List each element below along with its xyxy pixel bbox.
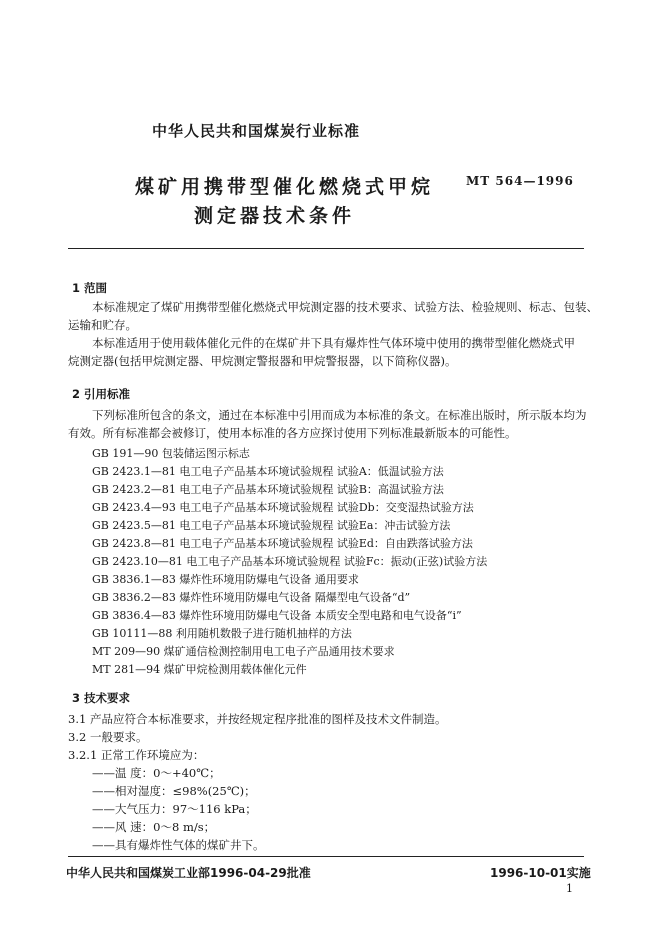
- header-divider: [68, 248, 584, 249]
- reference-item: GB 2423.2—81 电工电子产品基本环境试验规程 试验B：高温试验方法: [92, 483, 444, 496]
- reference-item: GB 3836.2—83 爆炸性环境用防爆电气设备 隔爆型电气设备“d”: [92, 591, 411, 604]
- env-condition: ——温 度：0～+40℃；: [92, 766, 221, 780]
- issuing-authority: 中华人民共和国煤炭行业标准: [152, 122, 361, 140]
- document-title-line2: 测定器技术条件: [194, 205, 356, 227]
- footer-divider: [68, 856, 584, 857]
- reference-item: MT 209—90 煤矿通信检测控制用电工电子产品通用技术要求: [92, 645, 395, 658]
- reference-item: GB 2423.10—81 电工电子产品基本环境试验规程 试验Fc：振动(正弦)试验方法: [92, 555, 488, 568]
- reference-item: GB 3836.1—83 爆炸性环境用防爆电气设备 通用要求: [92, 573, 359, 586]
- env-condition: ——具有爆炸性气体的煤矿井下。: [92, 838, 265, 852]
- reference-item: GB 2423.8—81 电工电子产品基本环境试验规程 试验Ed：自由跌落试验方法: [92, 537, 473, 550]
- section-3-heading: 3 技术要求: [72, 691, 131, 705]
- env-condition: ——风 速：0～8 m/s；: [92, 820, 216, 834]
- section-1-para1-line2: 运输和贮存。: [68, 318, 137, 332]
- reference-item: GB 2423.1—81 电工电子产品基本环境试验规程 试验A：低温试验方法: [92, 465, 444, 478]
- page-number: 1: [566, 882, 573, 895]
- reference-item: GB 191—90 包装储运图示标志: [92, 447, 250, 460]
- reference-item: MT 281—94 煤矿甲烷检测用载体催化元件: [92, 663, 307, 676]
- reference-item: GB 2423.4—93 电工电子产品基本环境试验规程 试验Db：交变湿热试验方法: [92, 501, 474, 514]
- standard-number: MT 564—1996: [466, 174, 574, 188]
- section-1-para2-line2: 烷测定器(包括甲烷测定器、甲烷测定警报器和甲烷警报器，以下简称仪器)。: [68, 354, 457, 368]
- document-title-line1: 煤矿用携带型催化燃烧式甲烷: [135, 176, 435, 198]
- section-2-intro-line1: 下列标准所包含的条文，通过在本标准中引用而成为本标准的条文。在标准出版时，所示版本均为: [92, 408, 587, 422]
- implementation-date: 1996-10-01实施: [490, 866, 591, 880]
- clause-3-2: 3.2 一般要求。: [68, 730, 148, 744]
- env-condition: ——大气压力：97～116 kPa；: [92, 802, 257, 816]
- section-1-para1-line1: 本标准规定了煤矿用携带型催化燃烧式甲烷测定器的技术要求、试验方法、检验规则、标志、包装、: [92, 300, 598, 314]
- section-1-heading: 1 范围: [72, 281, 108, 295]
- reference-item: GB 2423.5—81 电工电子产品基本环境试验规程 试验Ea：冲击试验方法: [92, 519, 451, 532]
- section-2-intro-line2: 有效。所有标准都会被修订，使用本标准的各方应探讨使用下列标准最新版本的可能性。: [68, 426, 517, 440]
- clause-3-2-1: 3.2.1 正常工作环境应为：: [68, 748, 205, 762]
- section-1-para2-line1: 本标准适用于使用载体催化元件的在煤矿井下具有爆炸性气体环境中使用的携带型催化燃烧式甲: [92, 336, 575, 350]
- clause-3-1: 3.1 产品应符合本标准要求，并按经规定程序批准的图样及技术文件制造。: [68, 712, 447, 726]
- approval-statement: 中华人民共和国煤炭工业部1996-04-29批准: [66, 866, 311, 880]
- reference-item: GB 3836.4—83 爆炸性环境用防爆电气设备 本质安全型电路和电气设备“i”: [92, 609, 462, 622]
- env-condition: ——相对湿度：≤98%(25℃)；: [92, 784, 256, 798]
- reference-item: GB 10111—88 利用随机数骰子进行随机抽样的方法: [92, 627, 352, 640]
- section-2-heading: 2 引用标准: [72, 387, 131, 401]
